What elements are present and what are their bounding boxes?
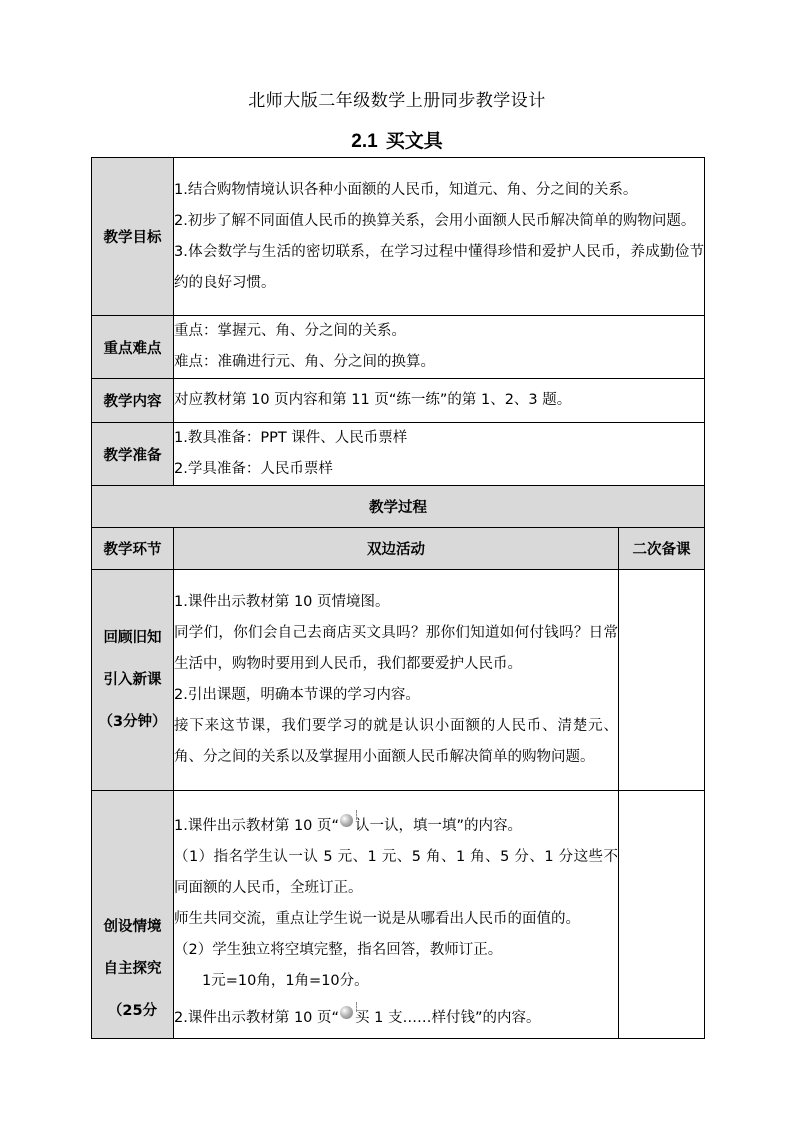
stage1-label-line: 引入新课: [103, 672, 162, 688]
lesson-number: 2.1: [351, 131, 378, 152]
stage2-row: [92, 791, 705, 1039]
key-point-item: 难点：准确进行元、角、分之间的换算。: [174, 354, 435, 370]
process-title: 教学过程: [92, 486, 705, 528]
stage1-label: [92, 570, 174, 791]
process-title-row: [92, 486, 705, 528]
preparation-item: 1.教具准备：PPT 课件、人民币票样: [174, 430, 408, 446]
activity-line: 师生共同交流，重点让学生说一说是从哪看出人民币的面值的。: [174, 911, 580, 927]
preparation-item: 2.学具准备：人民币票样: [174, 461, 333, 477]
stage2-label-line: 自主探究: [103, 961, 162, 977]
content-label: 教学内容: [92, 379, 174, 423]
key-points-row: [92, 316, 705, 379]
activity-line: 2.课件出示教材第 10 页“ 买 1 支……样付钱”的内容。: [174, 1003, 618, 1034]
objectives-row: [92, 158, 705, 316]
bead-icon: [340, 1006, 353, 1019]
conversion-formula: 1元=10角，1角=10分。: [202, 973, 369, 989]
bead-icon: [340, 814, 353, 827]
stage2-activity: [174, 791, 619, 1039]
key-points-label: 重点难点: [92, 316, 174, 379]
stage2-label-line: 创设情境: [103, 919, 162, 935]
activity-line: 1.课件出示教材第 10 页“ 认一认，填一填”的内容。: [174, 811, 618, 842]
objective-item: 2.初步了解不同面值人民币的换算关系，会用小面额人民币解决简单的购物问题。: [174, 212, 696, 229]
key-point-item: 重点：掌握元、角、分之间的关系。: [174, 323, 406, 339]
stage-header: 教学环节: [92, 528, 174, 570]
activity-header: 双边活动: [174, 528, 619, 570]
stage1-activity: [174, 570, 619, 791]
process-header-row: [92, 528, 705, 570]
notes-header: 二次备课: [619, 528, 705, 570]
stage2-duration: （25分: [107, 1003, 158, 1019]
stage1-label-line: 回顾旧知: [103, 630, 162, 646]
lesson-plan-table: [91, 157, 705, 1039]
preparation-content: [174, 423, 705, 486]
lesson-name: 买文具: [385, 130, 443, 152]
stage1-row: [92, 570, 705, 791]
activity-line: （2）学生独立将空填完整，指名回答，教师订正。: [174, 942, 503, 958]
document-title: 北师大版二年级数学上册同步教学设计: [248, 91, 546, 111]
objectives-content: [174, 158, 705, 316]
objective-item: 3.体会数学与生活的密切联系，在学习过程中懂得珍惜和爱护人民币，养成勤俭节约的良好习惯。: [174, 243, 704, 291]
stage1-duration: （3分钟）: [98, 714, 167, 730]
objective-item: 1.结合购物情境认识各种小面额的人民币，知道元、角、分之间的关系。: [174, 181, 638, 198]
preparation-row: [92, 423, 705, 486]
activity-line: 接下来这节课，我们要学习的就是认识小面额的人民币、清楚元、角、分之间的关系以及掌握用小面额人民币解决简单的购物问题。: [174, 718, 618, 765]
key-points-content: [174, 316, 705, 379]
activity-line: 1.课件出示教材第 10 页情境图。: [174, 594, 390, 610]
activity-line: （1）指名学生认一认 5 元、1 元、5 角、1 角、5 分、1 分这些不同面额的人民币，全班订正。: [174, 849, 618, 896]
lesson-title: [0, 126, 794, 153]
stage2-label: [92, 791, 174, 1039]
preparation-label: 教学准备: [92, 423, 174, 486]
activity-line: 同学们，你们会自己去商店买文具吗？那你们知道如何付钱吗？日常生活中，购物时要用到人民币，我们都要爱护人民币。: [174, 625, 618, 672]
content-text: 对应教材第 10 页内容和第 11 页“练一练”的第 1、2、3 题。: [174, 379, 705, 423]
activity-line: 2.引出课题，明确本节课的学习内容。: [174, 687, 420, 703]
stage2-notes: [619, 791, 705, 1039]
stage1-notes: [619, 570, 705, 791]
content-row: [92, 379, 705, 423]
objectives-label: 教学目标: [92, 158, 174, 316]
